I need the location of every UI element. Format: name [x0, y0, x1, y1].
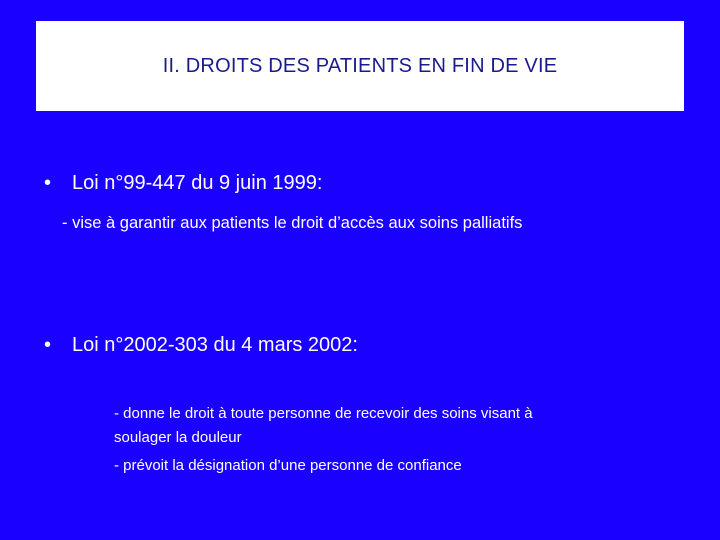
bullet-marker: •	[44, 334, 52, 356]
bullet-1-text: Loi n°99-447 du 9 juin 1999:	[72, 172, 323, 194]
bullet-1	[44, 172, 322, 195]
bullet-2-sub-line-3: - prévoit la désignation d’une personne de confiance	[114, 457, 462, 474]
bullet-2-sub-line-2: soulager la douleur	[114, 429, 242, 446]
bullet-2-sub-line-1: - donne le droit à toute personne de recevoir des soins visant à	[114, 405, 533, 422]
bullet-2-text: Loi n°2002-303 du 4 mars 2002:	[72, 334, 358, 356]
bullet-2	[44, 334, 358, 357]
bullet-marker: •	[44, 172, 52, 194]
title-box	[36, 21, 684, 111]
slide-title: II. DROITS DES PATIENTS EN FIN DE VIE	[162, 54, 558, 77]
bullet-1-sub: - vise à garantir aux patients le droit d’accès aux soins palliatifs	[62, 214, 523, 232]
